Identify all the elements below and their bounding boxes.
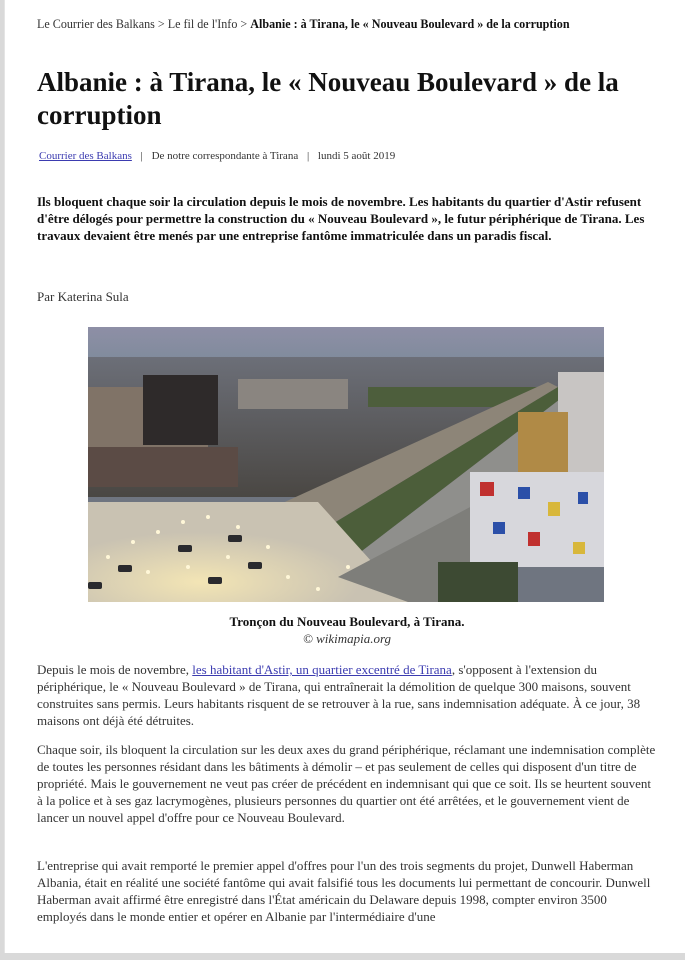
breadcrumb-fil-info-link[interactable]: Le fil de l'Info <box>167 16 238 31</box>
article-meta <box>39 150 395 162</box>
publish-date: lundi 5 août 2019 <box>317 150 396 162</box>
caption-credit: © wikimapia.org <box>302 631 392 646</box>
page-title: Albanie : à Tirana, le « Nouveau Boulevard » de la corruption <box>37 67 619 130</box>
article-photo <box>88 327 604 602</box>
article-lead: Ils bloquent chaque soir la circulation depuis le mois de novembre. Les habitants du quartier d'Astir refusent d'être délogés pour permettre la construction du « Nouveau Boulevard », le futur périphérique de Tirana. Les travaux devaient être menés par une entreprise fantôme immatriculée dans un paradis fiscal. <box>37 194 645 243</box>
meta-separator: | <box>140 150 143 162</box>
boulevard-aerial-image <box>88 327 604 602</box>
meta-separator: | <box>306 150 310 162</box>
figure-caption <box>37 613 657 647</box>
byline: Par Katerina Sula <box>37 289 129 304</box>
breadcrumb-separator: > <box>157 16 165 31</box>
author-role: De notre correspondante à Tirana <box>151 150 299 162</box>
breadcrumb-home-link[interactable]: Le Courrier des Balkans <box>37 16 155 31</box>
article-paragraph <box>37 661 657 729</box>
astir-link[interactable]: les habitant d'Astir, un quartier excentré de Tirana <box>192 662 452 677</box>
breadcrumb-separator: > <box>240 16 248 31</box>
page <box>4 0 685 953</box>
paragraph-text: Depuis le mois de novembre, <box>37 662 193 677</box>
source-link[interactable]: Courrier des Balkans <box>39 150 132 162</box>
breadcrumb-current: Albanie : à Tirana, le « Nouveau Boulevard » de la corruption <box>250 16 570 31</box>
paragraph-text: , s'opposent à l'extension du périphérique, le « Nouveau Boulevard » de Tirana, qui entraînerait la démolition de quelque 300 maisons, souvent construites sans permis. Leurs habitants risquent de se retrouver à la rue, sans indemnisation adéquate. À ce jour, 38 maisons ont déjà été détruites. <box>37 662 641 728</box>
breadcrumb <box>37 15 637 32</box>
article-paragraph: L'entreprise qui avait remporté le premier appel d'offres pour l'un des trois segments du projet, Dunwell Haberman Albania, était en réalité une société fantôme qui avait falsifié tous les documents lui permettant de concourir. Dunwell Haberman avait affirmé être enregistré dans l'État américain du Delaware depuis 1998, compter environ 3500 employés dans le monde entier et opérer en Albanie par l'intermédiaire d'une <box>37 858 651 924</box>
article-paragraph: Chaque soir, ils bloquent la circulation sur les deux axes du grand périphérique, réclamant une indemnisation complète de toutes les personnes résidant dans les bâtiments à démolir – et pas seulement de celles qui disposent d'un titre de propriété. Mais le gouvernement ne veut pas créer de précédent en indemnisant qui que ce soit. Ils se heurtent souvent à la police et à ses gaz lacrymogènes, plusieurs personnes du quartier ont été arrêtées, et le gouvernement vient de lancer un nouvel appel d'offre pour ce Nouveau Boulevard. <box>37 742 656 825</box>
caption-title: Tronçon du Nouveau Boulevard, à Tirana. <box>229 614 465 629</box>
